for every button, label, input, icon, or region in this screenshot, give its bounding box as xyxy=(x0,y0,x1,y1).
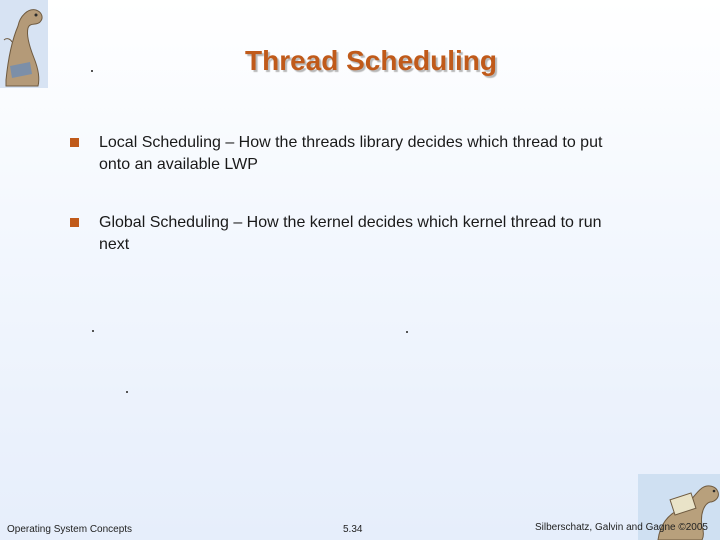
footer-page-number: 5.34 xyxy=(343,524,363,535)
bullet-list xyxy=(70,132,630,292)
stray-dot xyxy=(406,331,408,333)
bullet-item xyxy=(70,212,630,256)
stray-dot xyxy=(92,330,94,332)
square-bullet-icon xyxy=(70,218,79,227)
bullet-item xyxy=(70,132,630,176)
bullet-text: Local Scheduling – How the threads library decides which thread to put onto an available LWP xyxy=(99,134,603,173)
bullet-text: Global Scheduling – How the kernel decides which kernel thread to run next xyxy=(99,214,602,253)
stray-dot xyxy=(91,70,93,72)
stray-dot xyxy=(126,391,128,393)
footer-copyright: Silberschatz, Galvin and Gagne ©2005 xyxy=(534,522,708,533)
footer-course: Operating System Concepts xyxy=(7,524,133,535)
slide-title: Thread Scheduling xyxy=(244,44,498,76)
square-bullet-icon xyxy=(70,138,79,147)
